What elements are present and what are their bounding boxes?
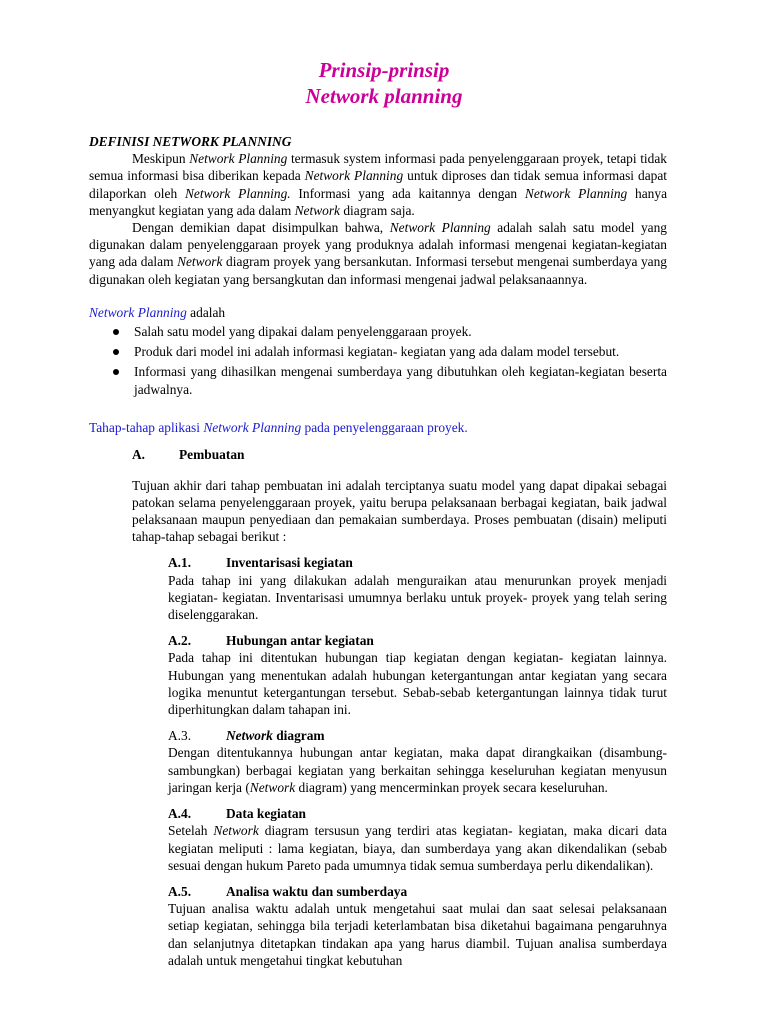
- subsection-title: Hubungan antar kegiatan: [226, 633, 374, 649]
- definition-paragraph-2: [89, 219, 667, 288]
- list-item: [89, 323, 667, 340]
- definition-paragraph-1: [89, 150, 667, 219]
- title-line-1: Prinsip-prinsip: [318, 58, 450, 82]
- section-a-heading: [132, 446, 667, 463]
- text-run: adalah: [186, 304, 226, 320]
- text-run: diagram tersusun yang terdiri atas kegiatan- kegiatan, maka dicari data kegiatan meliputi : lama kegiatan, biaya, dan sumberdaya yang akan dikendalikan (sebab sesuai dengan hukum Pareto pada umumnya tidak semua sumberdaya perlu dikendalikan).: [168, 823, 667, 873]
- italic-term: Network Planning: [304, 168, 404, 184]
- network-planning-term: Network Planning: [89, 304, 187, 320]
- list-item: [89, 363, 667, 397]
- bullet-icon: [113, 349, 119, 355]
- subsection-number: A.4.: [168, 806, 192, 822]
- subsection-title: Analisa waktu dan sumberdaya: [226, 883, 408, 899]
- italic-term: Network Planning.: [184, 185, 291, 201]
- text-run: diagram proyek yang bersankutan. Informasi tersebut mengenai sumberdaya yang digunakan oleh kegiatan yang bersangkutan dan informasi mengenai jadwal pelaksanaannya.: [89, 254, 667, 287]
- bullet-icon: [113, 329, 119, 335]
- italic-term: Network Planning: [524, 185, 628, 201]
- italic-term: Network: [226, 728, 273, 744]
- tahap-heading: [89, 419, 667, 436]
- italic-term: Network: [213, 823, 259, 839]
- section-title: Pembuatan: [179, 447, 245, 463]
- text-run: pada penyelenggaraan proyek.: [301, 419, 468, 435]
- text-run: Meskipun: [132, 151, 190, 167]
- subsection-heading: [168, 883, 667, 900]
- subsection-title: Inventarisasi kegiatan: [226, 555, 353, 571]
- list-item: [89, 343, 667, 360]
- subsection-number: A.3.: [168, 728, 192, 744]
- text-run: hanya menyangkut kegiatan yang ada dalam: [89, 185, 668, 218]
- text-run: diagram saja.: [340, 202, 415, 218]
- text-run: Setelah: [168, 823, 214, 839]
- subsection-a3: [168, 727, 667, 796]
- italic-term: Network: [249, 779, 296, 795]
- subsection-a2: [168, 632, 667, 718]
- document-body: [89, 133, 667, 969]
- section-a-text: Tujuan akhir dari tahap pembuatan ini adalah terciptanya suatu model yang dapat dipakai sebagai patokan selama penyelenggaraan proyek, yaitu berupa pelaksanaan berbagai kegiatan, baik jadwal pelaksanaan maupun penyediaan dan pemakaian sumberdaya. Proses pembuatan (disain) meliputi tahap-tahap sebagai berikut :: [132, 477, 667, 545]
- subsection-title: Data kegiatan: [226, 806, 306, 822]
- subsection-number: A.1.: [168, 555, 192, 571]
- subsection-text: Pada tahap ini ditentukan hubungan tiap kegiatan dengan kegiatan- kegiatan lainnya. Hubungan yang menentukan adalah hubungan ketergantungan antar kegiatan yang secara logika menuntut ketergantungan tersebut. Sebab-sebab ketergantungan lainnya tidak turut diperhitungkan dalam tahapan ini.: [168, 650, 667, 718]
- network-planning-intro: [89, 304, 667, 321]
- text-run: Informasi yang ada kaitannya dengan: [290, 185, 525, 201]
- subsection-text: Tujuan analisa waktu adalah untuk mengetahui saat mulai dan saat selesai pelaksanaan setiap kegiatan, sehingga bila terjadi keterlambatan bisa diketahui bagaimana pengaruhnya dan selanjutnya ditetapkan tindakan apa yang harus diambil. Tujuan analisa sumberdaya adalah untuk mengetahui tingkat kebutuhan: [168, 901, 667, 968]
- text-run: Tahap-tahap aplikasi: [89, 419, 204, 435]
- text-run: termasuk system informasi pada penyelenggaraan proyek, tetapi tidak semua informasi bisa diberikan kepada: [89, 151, 667, 184]
- subsection-number: A.2.: [168, 633, 192, 649]
- italic-term: Network Planning: [389, 220, 491, 236]
- subsection-heading: [168, 727, 667, 744]
- title-line-2: Network planning: [305, 84, 463, 108]
- text-run: adalah salah satu model yang digunakan dalam penyelenggaraan proyek yang produknya adalah informasi mengenai kegiatan-kegiatan yang ada dalam: [89, 220, 668, 270]
- text-run: Dengan demikian dapat disimpulkan bahwa,: [132, 220, 390, 236]
- italic-term: Network: [177, 254, 223, 270]
- subsection-text: [168, 744, 667, 796]
- subsection-a1: [168, 554, 667, 623]
- list-item-text: Salah satu model yang dipakai dalam penyelenggaraan proyek.: [134, 324, 472, 340]
- document-title: [0, 57, 768, 109]
- text-run: untuk diproses dan tidak semua informasi dapat dilaporkan oleh: [89, 168, 668, 201]
- bullet-icon: [113, 369, 119, 375]
- subsection-a5: [168, 883, 667, 969]
- definition-heading: DEFINISI NETWORK PLANNING: [89, 134, 292, 149]
- subsection-heading: [168, 805, 667, 822]
- section-number: A.: [132, 447, 146, 463]
- definition-bullet-list: [89, 323, 667, 398]
- subsection-text: [168, 822, 667, 874]
- subsection-title: diagram: [272, 728, 325, 744]
- italic-term: Network Planning: [189, 151, 288, 167]
- italic-term: Network: [294, 202, 341, 218]
- list-item-text: Produk dari model ini adalah informasi kegiatan- kegiatan yang ada dalam model tersebut.: [134, 344, 620, 360]
- list-item-text: Informasi yang dihasilkan mengenai sumberdaya yang dibutuhkan oleh kegiatan-kegiatan beserta jadwalnya.: [134, 364, 667, 397]
- subsection-heading: [168, 632, 667, 649]
- subsection-text: Pada tahap ini yang dilakukan adalah menguraikan atau menurunkan proyek menjadi kegiatan- kegiatan. Inventarisasi umumnya berlaku untuk proyek- proyek yang telah sering diselenggarakan.: [168, 572, 667, 623]
- subsection-number: A.5.: [168, 883, 192, 899]
- text-run: diagram) yang mencerminkan proyek secara keseluruhan.: [295, 779, 608, 795]
- subsection-heading: [168, 554, 667, 571]
- italic-term: Network Planning: [203, 419, 302, 435]
- text-run: Dengan ditentukannya hubungan antar kegiatan, maka dapat dirangkaikan (disambung-sambungkan) berbagai kegiatan yang berkaitan sehingga keseluruhan kegiatan menyusun jaringan kerja (: [168, 745, 667, 795]
- subsection-a4: [168, 805, 667, 874]
